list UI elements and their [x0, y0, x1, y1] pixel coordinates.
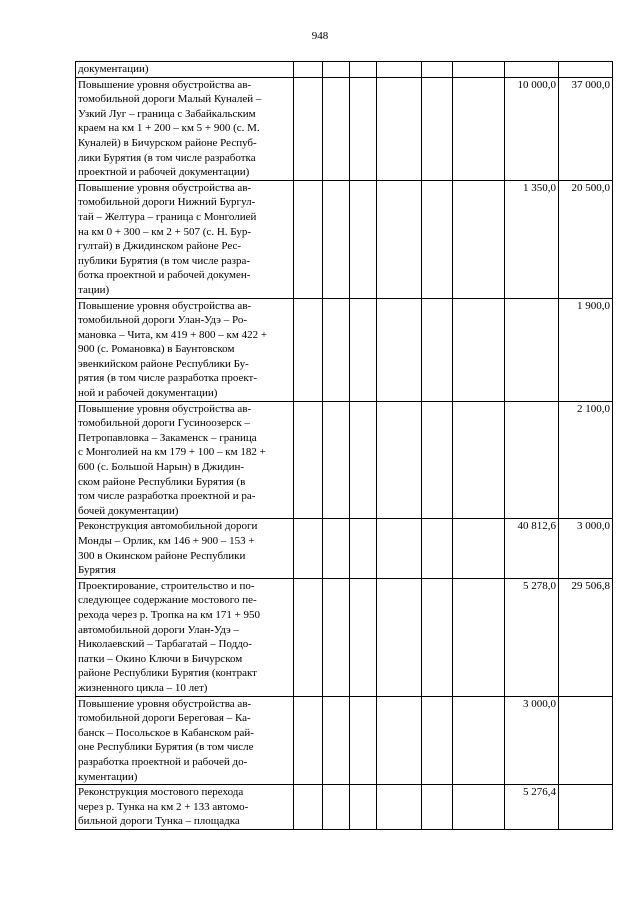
row-cell — [350, 77, 377, 180]
row-cell — [422, 180, 453, 298]
row-cell — [323, 785, 350, 830]
row-cell — [377, 298, 422, 401]
row-cell: 1 900,0 — [559, 298, 613, 401]
table-row — [76, 696, 613, 785]
row-cell — [422, 578, 453, 696]
row-cell — [350, 180, 377, 298]
row-cell — [294, 77, 323, 180]
row-cell — [377, 578, 422, 696]
budget-table — [75, 61, 613, 830]
row-cell — [294, 62, 323, 78]
row-cell: 10 000,0 — [505, 77, 559, 180]
table-row — [76, 77, 613, 180]
row-cell — [377, 401, 422, 519]
row-cell — [422, 401, 453, 519]
row-cell — [323, 62, 350, 78]
row-description: Реконструкция мостового перехода через р. Тунка на км 2 + 133 автомо- бильной дороги Тунка – площадка — [76, 785, 294, 830]
row-description: Проектирование, строительство и по- следующее содержание мостового пе- рехода через р. Тропка на км 171 + 950 автомобильной дороги Улан-Удэ – Николаевский – Тарбагатай – Поддо- патки – Окино Ключи в Бичурском районе Республики Бурятия (контракт жизненного цикла – 10 лет) — [76, 578, 294, 696]
row-cell: 5 278,0 — [505, 578, 559, 696]
row-cell — [453, 77, 505, 180]
row-cell — [350, 62, 377, 78]
row-cell — [350, 696, 377, 785]
table-row — [76, 180, 613, 298]
row-cell — [294, 180, 323, 298]
row-cell: 5 276,4 — [505, 785, 559, 830]
row-cell — [453, 578, 505, 696]
row-cell — [294, 785, 323, 830]
row-cell — [350, 785, 377, 830]
row-cell — [294, 519, 323, 578]
row-cell: 3 000,0 — [505, 696, 559, 785]
row-cell: 3 000,0 — [559, 519, 613, 578]
row-description: Повышение уровня обустройства ав- томобильной дороги Малый Куналей – Узкий Луг – граница с Забайкальским краем на км 1 + 200 – км 5 + 900 (с. М. Куналей) в Бичурском районе Респуб- лики Бурятия (в том числе разработка проектной и рабочей документации) — [76, 77, 294, 180]
row-cell — [422, 519, 453, 578]
row-cell: 37 000,0 — [559, 77, 613, 180]
row-cell — [422, 696, 453, 785]
row-cell — [294, 696, 323, 785]
table-row — [76, 519, 613, 578]
row-description: Повышение уровня обустройства ав- томобильной дороги Гусиноозерск – Петропавловка – Закаменск – граница с Монголией на км 179 + 100 – км 182 + 600 (с. Большой Нарын) в Джидин- ском районе Республики Бурятия (в том числе разработка проектной и ра- бочей документации) — [76, 401, 294, 519]
row-cell — [559, 696, 613, 785]
row-cell — [377, 62, 422, 78]
row-cell — [294, 578, 323, 696]
row-cell — [377, 785, 422, 830]
page-number: 948 — [311, 30, 329, 42]
row-cell — [323, 401, 350, 519]
row-description: Реконструкция автомобильной дороги Монды – Орлик, км 146 + 900 – 153 + 300 в Окинском районе Республики Бурятия — [76, 519, 294, 578]
row-cell — [294, 298, 323, 401]
row-cell — [422, 785, 453, 830]
row-cell — [323, 578, 350, 696]
row-cell — [453, 298, 505, 401]
row-description: Повышение уровня обустройства ав- томобильной дороги Береговая – Ка- банск – Посольское в Кабанском рай- оне Республики Бурятия (в том числе разработка проектной и рабочей до- кументации) — [76, 696, 294, 785]
row-cell — [350, 401, 377, 519]
row-description: документации) — [76, 62, 294, 78]
row-cell: 2 100,0 — [559, 401, 613, 519]
table-row — [76, 298, 613, 401]
row-cell: 40 812,6 — [505, 519, 559, 578]
row-cell — [422, 77, 453, 180]
row-cell — [294, 401, 323, 519]
table-row — [76, 578, 613, 696]
row-cell — [559, 62, 613, 78]
table-row — [76, 62, 613, 78]
row-cell — [377, 519, 422, 578]
row-cell — [323, 180, 350, 298]
row-cell — [323, 696, 350, 785]
row-cell — [453, 519, 505, 578]
row-cell — [422, 62, 453, 78]
row-cell — [377, 180, 422, 298]
row-cell — [377, 77, 422, 180]
table-row — [76, 401, 613, 519]
row-cell — [323, 519, 350, 578]
row-description: Повышение уровня обустройства ав- томобильной дороги Нижний Бургул- тай – Желтура – граница с Монголией на км 0 + 300 – км 2 + 507 (с. Н. Бур- гултай) в Джидинском районе Рес- публики Бурятия (в том числе разра- ботка проектной и рабочей докумен- тации) — [76, 180, 294, 298]
row-cell — [505, 62, 559, 78]
row-description: Повышение уровня обустройства ав- томобильной дороги Улан-Удэ – Ро- мановка – Чита, км 419 + 800 – км 422 + 900 (с. Романовка) в Баунтовском эвенкийском районе Республики Бу- рятия (в том числе разработка проект- ной и рабочей документации) — [76, 298, 294, 401]
table-row — [76, 785, 613, 830]
row-cell — [422, 298, 453, 401]
row-cell — [453, 62, 505, 78]
row-cell — [559, 785, 613, 830]
row-cell — [453, 180, 505, 298]
row-cell — [350, 519, 377, 578]
row-cell — [453, 696, 505, 785]
row-cell — [350, 578, 377, 696]
row-cell — [350, 298, 377, 401]
row-cell: 1 350,0 — [505, 180, 559, 298]
row-cell — [453, 401, 505, 519]
row-cell — [323, 77, 350, 180]
row-cell — [323, 298, 350, 401]
row-cell: 20 500,0 — [559, 180, 613, 298]
row-cell — [505, 298, 559, 401]
row-cell: 29 506,8 — [559, 578, 613, 696]
row-cell — [453, 785, 505, 830]
table-body — [76, 62, 613, 830]
row-cell — [505, 401, 559, 519]
row-cell — [377, 696, 422, 785]
